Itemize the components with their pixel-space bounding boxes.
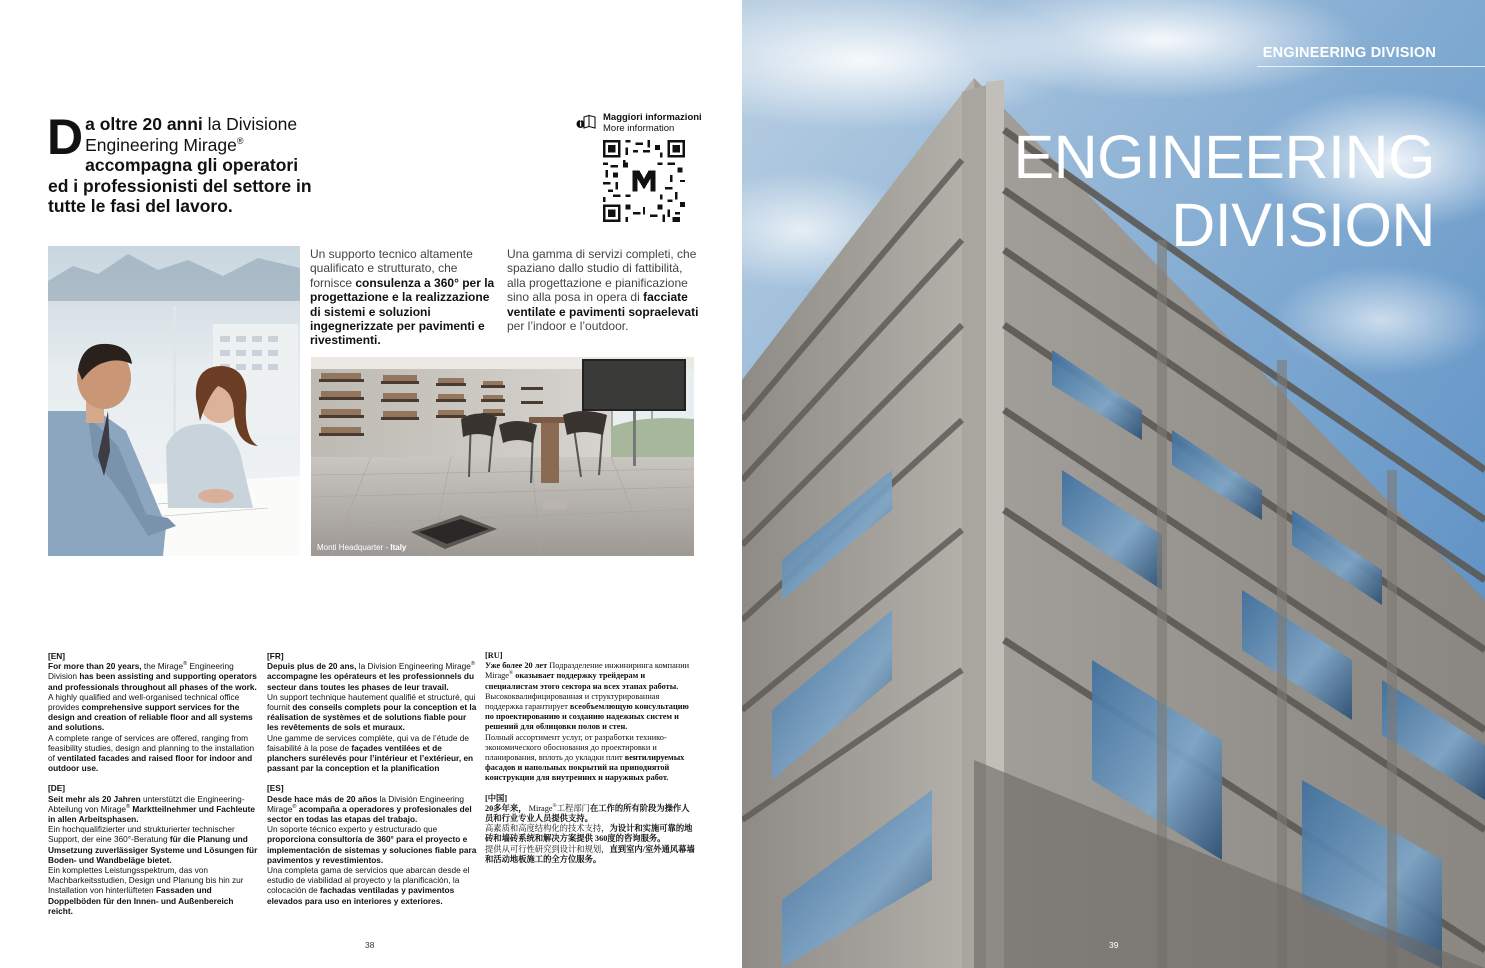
lang-text-segment: всеобъемлющую консультацию по проектированию и созданию надежных систем и решений для облицовки полов и стен.	[485, 702, 689, 732]
right-page-building-photo	[742, 0, 1485, 968]
more-info-label-en: More information	[603, 123, 675, 134]
lang-paragraph-es	[267, 794, 477, 825]
lang-paragraph-fr	[267, 733, 477, 774]
lang-paragraph-de	[48, 794, 258, 825]
lang-text-segment: A complete range of services are offered, ranging from feasibility studies, design and planning to the installation of	[48, 732, 255, 764]
intro-bold-1: a oltre 20 anni	[85, 114, 203, 134]
paragraph-services-bold: facciate ventilate e pavimenti sopraelevati	[507, 290, 699, 319]
photo-team-at-desk	[48, 246, 300, 556]
lang-text-segment: 直到室内/室外通风幕墙和活动地板施工的全方位服务。	[485, 844, 695, 864]
paragraph-services-text-1: Una gamma di servizi completi, che spaziano dallo studio di fattibilità, alla progettazione e pianificazione sino alla posa in opera di	[507, 247, 697, 305]
lang-paragraph-en	[48, 692, 258, 733]
lang-paragraph-zh	[485, 804, 695, 824]
registered-mark: ®	[236, 135, 244, 146]
lang-paragraph-en	[48, 733, 258, 774]
lang-paragraph-ru	[485, 733, 695, 784]
lang-block-en	[48, 651, 258, 773]
lang-text-segment: ®	[508, 670, 514, 677]
lang-block-de	[48, 783, 258, 916]
intro-bold-2: accompagna gli operatori ed i professionisti del settore in tutte le fasi del lavoro.	[48, 155, 312, 216]
intro-heading	[47, 109, 318, 217]
paragraph-support-text: Un supporto tecnico altamente qualificato e strutturato, che fornisce	[310, 247, 473, 290]
lang-text-segment: Marktteilnehmer und Fachleute in allen Arbeitsphasen.	[48, 803, 255, 825]
text-column-3	[485, 651, 695, 875]
paragraph-support	[310, 247, 500, 348]
lang-text-segment: accompagne les opérateurs et les professionnels du secteur dans toutes les phases de leur travail.	[267, 671, 475, 692]
lang-text-segment: the Mirage	[141, 661, 184, 672]
lang-text-segment: 工程部门	[556, 803, 590, 813]
lang-text-segment: 20多年来，	[485, 803, 527, 813]
lang-text-segment: has been assisting and supporting operators and professionals throughout all phases of the work.	[48, 671, 257, 692]
lang-tag-de: [DE]	[48, 783, 66, 794]
lang-text-segment: ®	[470, 661, 475, 668]
lang-paragraph-ru	[485, 692, 695, 733]
info-book-icon	[576, 114, 596, 130]
lang-text-segment: Полный ассортимент услуг, от разработки технико-экономического обоснования до проектировки и планирования, вплоть до укладки плит	[485, 732, 667, 763]
lang-paragraph-en	[48, 661, 258, 692]
lang-paragraph-fr	[267, 661, 477, 692]
lang-text-segment: Подразделение инжиниринга компании Mirage	[485, 661, 690, 681]
lang-paragraph-es	[267, 865, 477, 906]
photo-caption-country: Italy	[390, 543, 407, 552]
lang-text-segment: Высококвалифицированная и структурированная поддержка гарантирует	[485, 691, 660, 712]
lang-text-segment: ventilated facades and raised floor for indoor and outdoor use.	[48, 753, 253, 774]
headline-line-2: DIVISION	[1171, 191, 1435, 259]
text-column-2	[267, 651, 477, 916]
photo-caption	[317, 543, 406, 552]
lang-block-ru	[485, 651, 695, 784]
lang-text-segment: fachadas ventiladas y pavimentos elevados para uso en interiores y exteriores.	[267, 885, 455, 906]
photo-caption-text: Monti Headquarter -	[317, 543, 391, 552]
lang-text-segment: für die Planung und Umsetzung zuverlässiger Systeme und Lösungen für Boden- und Wandbeläge bietet.	[48, 834, 258, 865]
lang-text-segment: acompaña a operadores y profesionales del sector en todas las etapas del trabajo.	[267, 803, 472, 825]
photo-monti-headquarter	[311, 357, 694, 556]
page-headline	[1013, 123, 1435, 259]
lang-text-segment: For more than 20 years,	[48, 661, 142, 672]
lang-text-segment: вентилируемых фасадов и напольных покрытий на приподнятой конструкции для внутренних и наружных работ.	[485, 753, 685, 783]
section-tag: ENGINEERING DIVISION	[1262, 45, 1436, 61]
lang-text-segment: Mirage	[526, 803, 553, 813]
lang-text-segment: 为设计和实施可靠的地砖和墙砖系统和解决方案提供 360度的咨询服务。	[485, 824, 693, 844]
paragraph-services	[507, 247, 699, 333]
lang-text-segment: ®	[292, 804, 297, 811]
lang-tag-en: [EN]	[48, 651, 66, 661]
paragraph-services-text-2: per l’indoor e l’outdoor.	[507, 319, 629, 334]
lang-text-segment: Seit mehr als 20 Jahren	[48, 793, 141, 804]
lang-text-segment: Уже более 20 лет	[485, 661, 548, 671]
lang-block-es	[267, 783, 477, 905]
lang-text-segment: 高素质和高度结构化的技术支持，	[485, 824, 610, 834]
lang-block-zh	[485, 794, 695, 865]
lang-text-segment: Un soporte técnico experto y estructurado que	[267, 824, 438, 835]
lang-text-segment: façades ventilées et de planchers surélevés pour l’intérieur et l’extérieur, en passant par la conception et la planification	[267, 742, 474, 774]
lang-paragraph-fr	[267, 692, 477, 733]
lang-text-segment: la División Engineering Mirage	[267, 793, 464, 814]
lang-text-segment: Engineering Division	[48, 661, 234, 682]
page-number-right: 39	[1109, 940, 1119, 950]
lang-paragraph-ru	[485, 661, 695, 692]
dropcap-letter: D	[47, 109, 84, 165]
lang-text-segment: des conseils complets pour la conception et la réalisation de systèmes et de solutions fiable pour les revêtements de sols et muraux.	[267, 702, 477, 733]
section-divider	[1257, 66, 1485, 67]
page-number-left: 38	[365, 940, 375, 950]
lang-tag-es: [ES]	[267, 783, 284, 794]
lang-paragraph-zh	[485, 824, 695, 844]
lang-paragraph-de	[48, 824, 258, 865]
lang-text-segment: la Division Engineering Mirage	[356, 661, 471, 672]
lang-paragraph-de	[48, 865, 258, 916]
lang-text-segment: ®	[125, 804, 131, 811]
lang-text-segment: Una completa gama de servicios que abarcan desde el estudio de viabilidad al proyecto y la planificación, la colocación de	[267, 865, 470, 896]
lang-text-segment: Depuis plus de 20 ans,	[267, 661, 357, 672]
lang-tag-zh: [中国]	[485, 793, 508, 803]
lang-tag-ru: [RU]	[485, 651, 503, 660]
lang-text-segment: comprehensive support services for the design and creation of reliable floor and all systems and solutions.	[48, 702, 253, 733]
lang-text-segment: unterstützt die Engineering-Abteilung von Mirage	[48, 793, 245, 814]
lang-text-segment: Une gamme de services complète, qui va de l’étude de faisabilité à la pose de	[267, 732, 470, 753]
lang-text-segment: оказывает поддержку трейдерам и специалистам этого сектора на всех этапах работы.	[485, 671, 679, 691]
left-page	[0, 0, 742, 968]
lang-text-segment: 在工作的所有阶段为操作人员和行业专业人员提供支持。	[485, 803, 690, 824]
lang-text-segment: Ein komplettes Leistungsspektrum, das von Machbarkeitsstudien, Design und Planung bis hin zur Installation von hinterlüfteten	[48, 865, 244, 896]
lang-text-segment: Un support technique hautement qualifié et structuré, qui fournit	[267, 691, 476, 713]
qr-code-icon[interactable]	[603, 140, 685, 222]
lang-text-segment: ®	[552, 803, 557, 810]
lang-text-segment: Fassaden und Doppelböden für den Innen- und Außenbereich reicht.	[48, 885, 234, 916]
lang-text-segment: Ein hochqualifizierter und strukturierter technischer Support, der eine 360°-Beratung	[48, 824, 235, 845]
lang-tag-fr: [FR]	[267, 651, 284, 661]
lang-block-fr	[267, 651, 477, 773]
paragraph-support-bold: consulenza a 360° per la progettazione e la realizzazione di sistemi e soluzioni ingegnerizzate per pavimenti e rivestimenti.	[310, 275, 495, 348]
lang-text-segment: Desde hace más de 20 años	[267, 793, 378, 804]
headline-line-1: ENGINEERING	[1013, 123, 1435, 191]
more-info-label-it: Maggiori informazioni	[603, 112, 702, 123]
lang-text-segment: ®	[183, 661, 188, 668]
lang-text-segment: A highly qualified and well-organised technical office provides	[48, 691, 240, 713]
lang-paragraph-zh	[485, 845, 695, 865]
intro-text-1: la Divisione Engineering Mirage	[85, 114, 298, 155]
lang-paragraph-es	[267, 824, 477, 865]
lang-text-segment: proporciona consultoría de 360° para el proyecto e implementación de sistemas y soluciones fiable para pavimentos y revestimientos.	[267, 834, 477, 865]
lang-text-segment: 提供从可行性研究到设计和规划，	[485, 844, 610, 854]
text-column-1	[48, 651, 258, 926]
